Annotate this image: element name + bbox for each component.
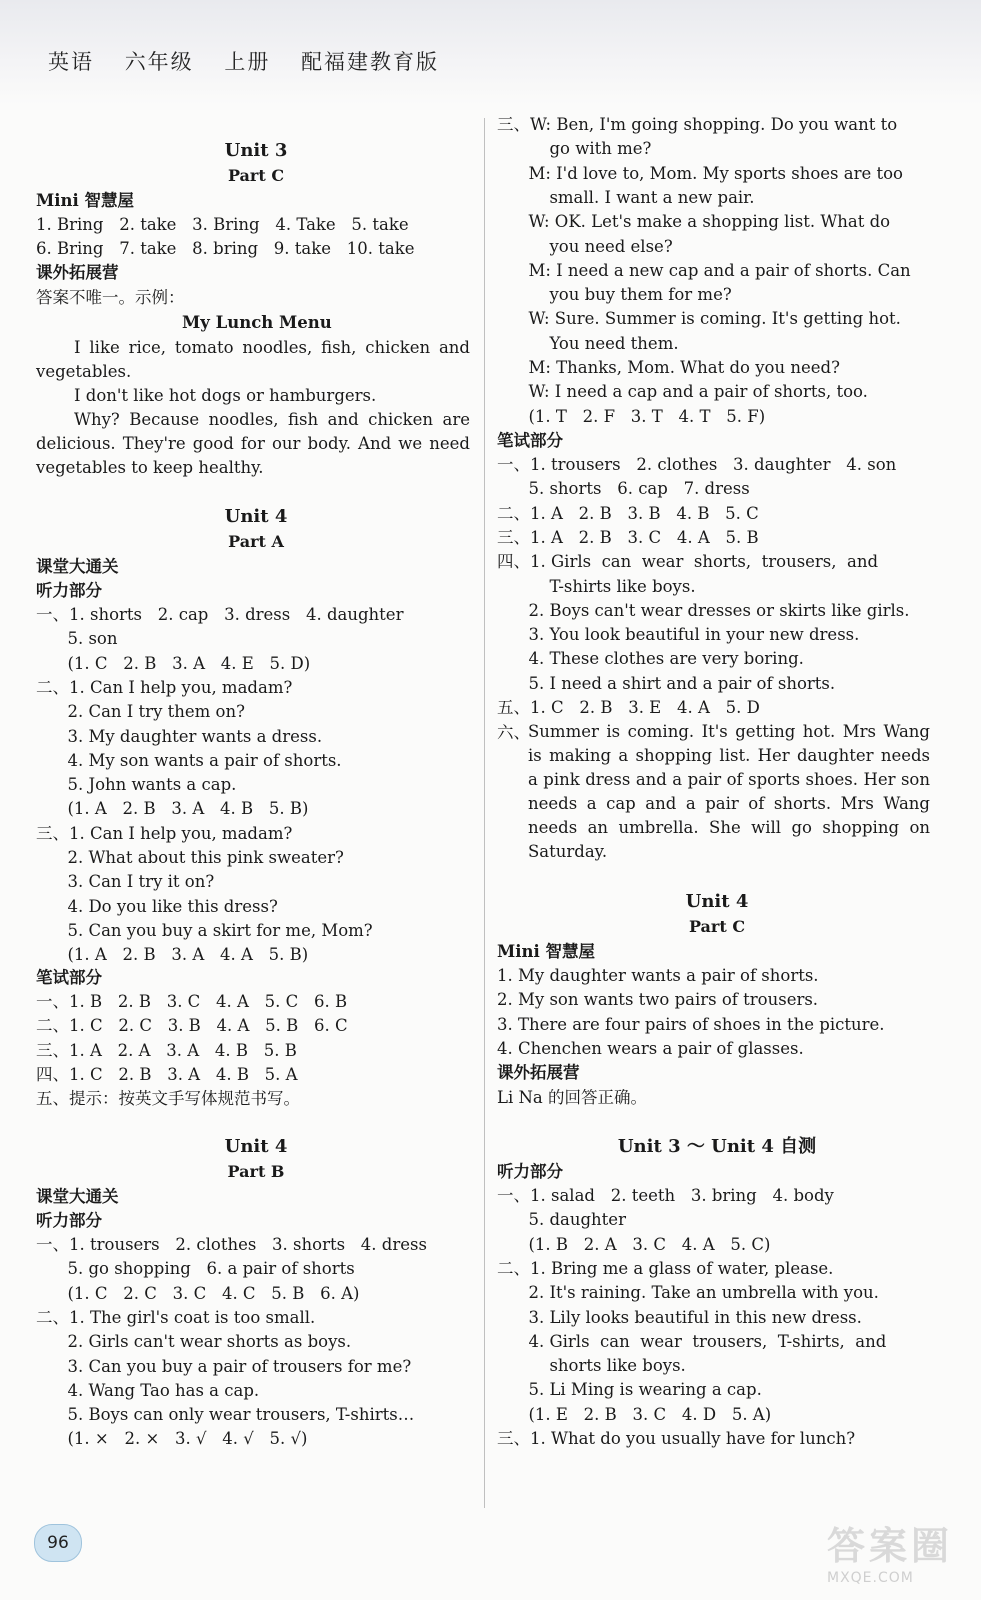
answer-line: 5. go shopping 6. a pair of shorts: [36, 1259, 355, 1279]
answer-line: 2. Girls can't wear shorts as boys.: [36, 1332, 352, 1352]
section-title: Unit 3: [224, 140, 288, 161]
answer-line: 5. shorts 6. cap 7. dress: [497, 479, 750, 499]
answer-line: 6. Bring 7. take 8. bring 9. take 10. take: [36, 239, 415, 258]
answer-line: you buy them for me?: [497, 285, 732, 305]
class-heading: 课堂大通关: [36, 1187, 119, 1206]
menu-title: My Lunch Menu: [182, 313, 332, 332]
answer-line: 3. There are four pairs of shoes in the picture.: [497, 1014, 885, 1034]
section-title: Unit 4: [224, 506, 288, 527]
section-part: Part C: [227, 166, 285, 185]
answer-line: 2. My son wants two pairs of trousers.: [497, 990, 819, 1010]
answer-line: 5. Li Ming is wearing a cap.: [497, 1380, 762, 1400]
answer-line: (1. C 2. C 3. C 4. C 5. B 6. A): [36, 1283, 360, 1303]
answer-line: 1. Bring 2. take 3. Bring 4. Take 5. take: [36, 215, 409, 234]
answer-line: 一、1. salad 2. teeth 3. bring 4. body: [497, 1186, 834, 1205]
answer-line: W: OK. Let's make a shopping list. What do: [497, 212, 891, 232]
extension-heading: 课外拓展营: [36, 263, 119, 282]
answer-line: (1. B 2. A 3. C 4. A 5. C): [497, 1234, 771, 1254]
answer-line: (1. A 2. B 3. A 4. A 5. B): [36, 945, 309, 965]
answer-line: 3. My daughter wants a dress.: [36, 726, 323, 746]
answer-line: M: I'd love to, Mom. My sports shoes are too: [497, 163, 903, 183]
cloze-paragraph: Summer is coming. It's getting hot. Mrs Wang is making a shopping list. Her daughter needs a pink dress and a pair of sports shoes. Her son needs a cap and a pair of shorts. Mrs Wang needs an umbrella. She will go shopping on Saturday.: [528, 722, 930, 861]
header-edition: 配福建教育版: [301, 50, 440, 74]
answer-line: 3. Can I try it on?: [36, 872, 215, 892]
page-number: 96: [34, 1524, 82, 1562]
column-divider: [484, 118, 485, 1508]
answer-line: 四、1. C 2. B 3. A 4. B 5. A: [36, 1064, 298, 1084]
answer-line: 5. Boys can only wear trousers, T-shirts…: [36, 1405, 415, 1425]
answer-line: 4. Girls can wear trousers, T-shirts, and: [497, 1331, 887, 1351]
answer-line: 2. What about this pink sweater?: [36, 848, 344, 867]
answer-line: 5. daughter: [497, 1210, 626, 1230]
answer-line: 一、1. shorts 2. cap 3. dress 4. daughter: [36, 605, 404, 624]
answer-line: 三、1. What do you usually have for lunch?: [497, 1429, 856, 1448]
watermark: [827, 1515, 953, 1586]
answer-line: 4. Chenchen wears a pair of glasses.: [497, 1038, 804, 1058]
answer-line: 三、W: Ben, I'm going shopping. Do you want to: [497, 115, 898, 134]
answer-line: 二、1. Can I help you, madam?: [36, 677, 293, 697]
answer-line: (1. T 2. F 3. T 4. T 5. F): [497, 406, 766, 426]
answer-line: 2. Boys can't wear dresses or skirts like girls.: [497, 600, 910, 620]
answer-line: 4. These clothes are very boring.: [497, 649, 804, 669]
answer-line: 4. My son wants a pair of shorts.: [36, 750, 342, 770]
answer-line: 3. Can you buy a pair of trousers for me?: [36, 1356, 412, 1376]
listening-heading: 听力部分: [36, 1211, 102, 1230]
running-header: [48, 46, 461, 76]
written-heading: 笔试部分: [36, 968, 102, 987]
answer-line: M: Thanks, Mom. What do you need?: [497, 358, 840, 377]
answer-line: 五、1. C 2. B 3. E 4. A 5. D: [497, 698, 760, 717]
answer-line: 二、1. The girl's coat is too small.: [36, 1307, 316, 1327]
answer-line: 3. You look beautiful in your new dress.: [497, 625, 860, 645]
section-title: Unit 3 ～ Unit 4 自测: [617, 1136, 817, 1157]
item-label: 六、: [497, 723, 530, 742]
answer-line: you need else?: [497, 236, 673, 256]
section-title: Unit 4: [685, 891, 749, 912]
class-heading: 课堂大通关: [36, 557, 119, 576]
answer-line: small. I want a new pair.: [497, 187, 755, 207]
written-heading: 笔试部分: [497, 431, 563, 450]
answer-line: 二、1. Bring me a glass of water, please.: [497, 1258, 834, 1278]
section-title: Unit 4: [224, 1136, 288, 1157]
extension-heading: 课外拓展营: [497, 1063, 580, 1082]
answer-line: 四、1. Girls can wear shorts, trousers, and: [497, 552, 879, 572]
menu-paragraph: I like rice, tomato noodles, fish, chicken and vegetables.: [36, 338, 470, 381]
watermark-logo: 答案圈: [826, 1524, 953, 1568]
answer-line: 5. John wants a cap.: [36, 775, 237, 795]
listening-heading: 听力部分: [497, 1162, 563, 1181]
answer-line: M: I need a new cap and a pair of shorts. Can: [497, 260, 911, 280]
answer-line: 3. Lily looks beautiful in this new dress.: [497, 1307, 862, 1327]
answer-line: (1. C 2. B 3. A 4. E 5. D): [36, 653, 311, 673]
menu-paragraph: I don't like hot dogs or hamburgers.: [74, 386, 377, 405]
note: 答案不唯一。示例：: [36, 288, 185, 307]
answer-line: T-shirts like boys.: [497, 576, 696, 596]
section-part: Part C: [688, 917, 746, 936]
answer-line: 5. Can you buy a skirt for me, Mom?: [36, 920, 373, 940]
answer-line: 二、1. C 2. C 3. B 4. A 5. B 6. C: [36, 1016, 348, 1036]
listening-heading: 听力部分: [36, 581, 102, 600]
answer-line: W: I need a cap and a pair of shorts, too.: [497, 382, 868, 402]
answer-line: 2. It's raining. Take an umbrella with you.: [497, 1283, 879, 1303]
answer-line: 三、1. A 2. B 3. C 4. A 5. B: [497, 527, 759, 547]
answer-line: 5. son: [36, 629, 118, 649]
answer-line: 一、1. B 2. B 3. C 4. A 5. C 6. B: [36, 992, 348, 1011]
answer-line: W: Sure. Summer is coming. It's getting hot.: [497, 309, 901, 329]
answer-line: 一、1. trousers 2. clothes 3. shorts 4. dress: [36, 1235, 427, 1254]
answer-line: 二、1. A 2. B 3. B 4. B 5. C: [497, 503, 759, 523]
answer-line: 三、1. Can I help you, madam?: [36, 823, 293, 843]
header-grade: 六年级: [124, 50, 194, 74]
answer-line: You need them.: [497, 333, 679, 353]
answer-line: 2. Can I try them on?: [36, 702, 245, 722]
answer-line: (1. A 2. B 3. A 4. B 5. B): [36, 799, 309, 819]
answer-line: (1. E 2. B 3. C 4. D 5. A): [497, 1404, 772, 1424]
header-subject: 英语: [48, 50, 94, 74]
header-volume: 上册: [224, 50, 271, 74]
menu-paragraph: Why? Because noodles, fish and chicken are delicious. They're good for our body. And we need vegetables to keep healthy.: [36, 410, 470, 477]
section-part: Part A: [228, 532, 284, 551]
answer-line: 1. My daughter wants a pair of shorts.: [497, 966, 819, 985]
section-part: Part B: [227, 1162, 285, 1181]
answer-line: 三、1. A 2. A 3. A 4. B 5. B: [36, 1040, 297, 1060]
mini-heading: Mini 智慧屋: [497, 942, 596, 961]
answer-line: 4. Wang Tao has a cap.: [36, 1380, 260, 1400]
answer-line: 五、提示：按英文手写体规范书写。: [36, 1089, 300, 1109]
answer-line: 5. I need a shirt and a pair of shorts.: [497, 673, 836, 693]
mini-heading: Mini 智慧屋: [36, 191, 135, 210]
answer-line: shorts like boys.: [497, 1356, 686, 1376]
extension-answer: Li Na 的回答正确。: [497, 1088, 647, 1107]
answer-line: (1. × 2. × 3. √ 4. √ 5. √): [36, 1429, 308, 1449]
answer-line: go with me?: [497, 139, 652, 159]
answer-line: 一、1. trousers 2. clothes 3. daughter 4. son: [497, 455, 897, 474]
answer-line: 4. Do you like this dress?: [36, 896, 278, 916]
watermark-url: MXQE.COM: [826, 1570, 914, 1586]
